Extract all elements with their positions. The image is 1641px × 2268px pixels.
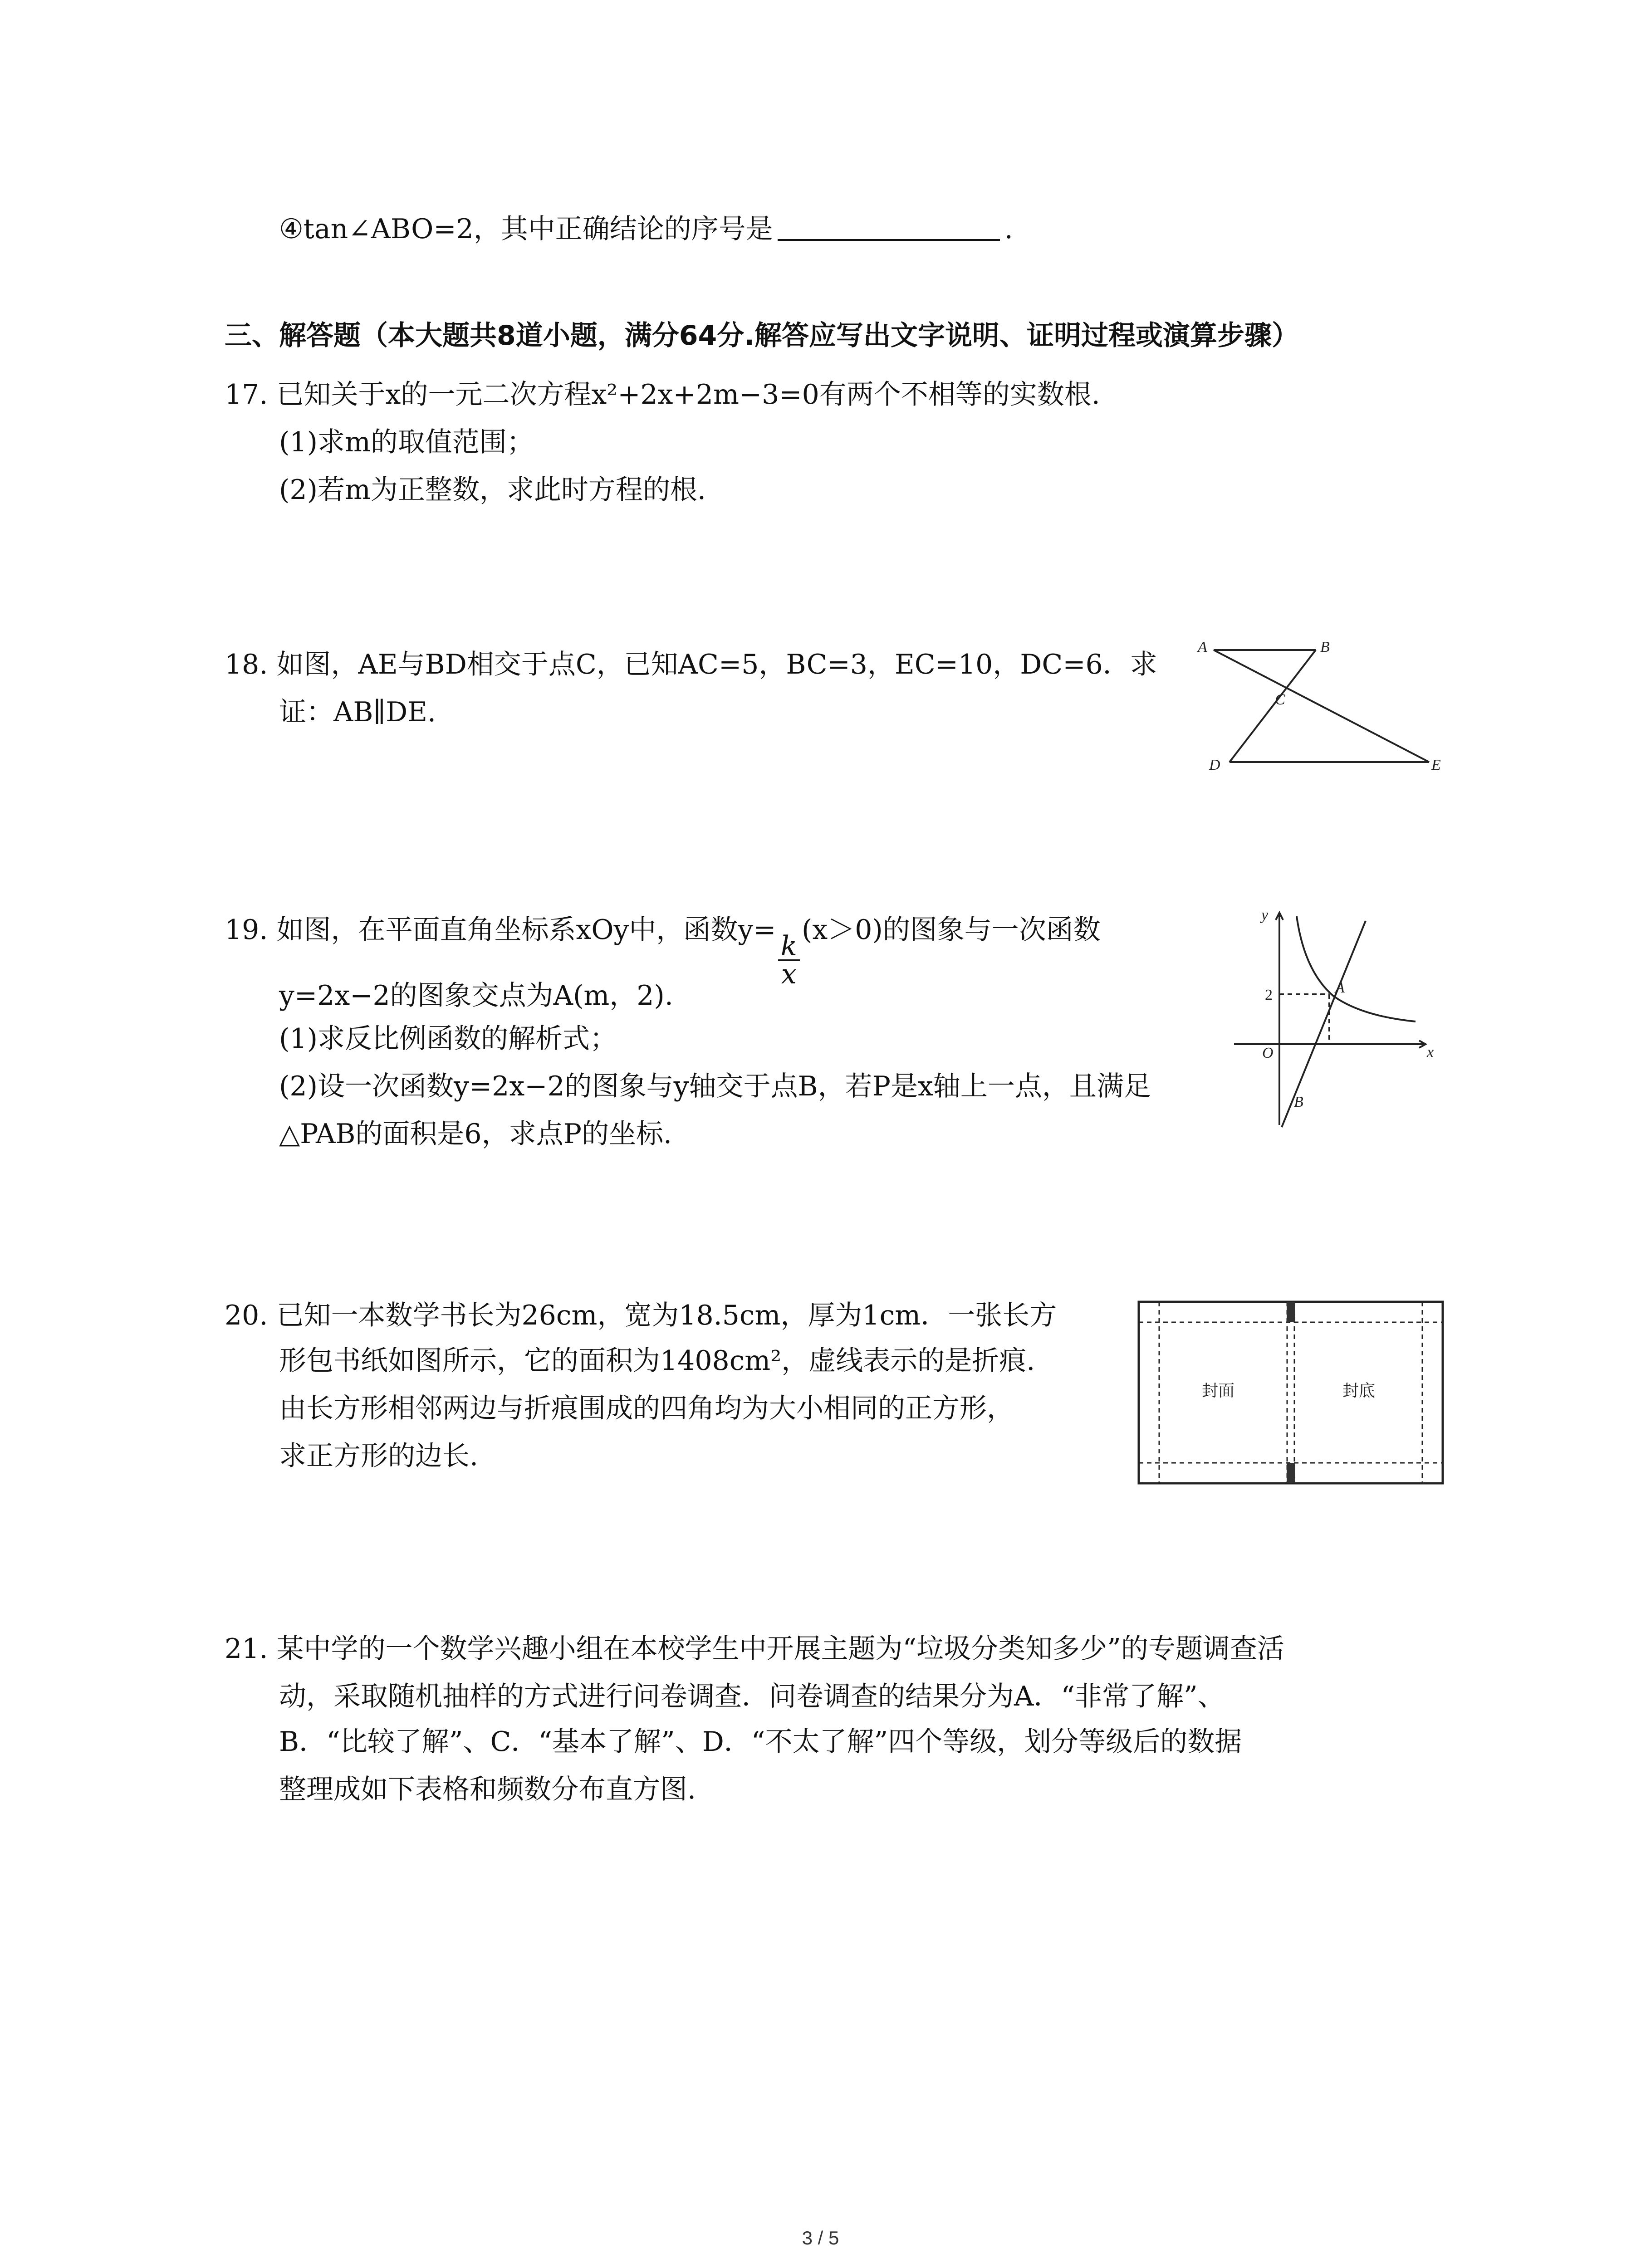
q20-line3: 由长方形相邻两边与折痕围成的四角均为大小相同的正方形， bbox=[279, 1393, 1014, 1424]
fraction-denominator: x bbox=[781, 958, 797, 990]
section-title: 三、解答题（本大题共8道小题，满分64分.解答应写出文字说明、证明过程或演算步骤） bbox=[225, 320, 1299, 352]
label-e: E bbox=[1431, 757, 1441, 773]
label-y: y bbox=[1261, 907, 1269, 924]
label-a: A bbox=[1198, 639, 1207, 655]
segment-ae bbox=[1214, 650, 1429, 762]
page-number: 3 / 5 bbox=[802, 2227, 839, 2248]
label-b: B bbox=[1320, 639, 1330, 655]
wrapping-paper bbox=[1139, 1302, 1443, 1483]
label-2: 2 bbox=[1265, 987, 1273, 1003]
hyperbola-curve bbox=[1297, 916, 1416, 1022]
q19-line2: y=2x−2的图象交点为A(m，2). bbox=[279, 980, 673, 1012]
q20-line2: 形包书纸如图所示，它的面积为1408cm²，虚线表示的是折痕. bbox=[279, 1345, 1035, 1377]
label-back-cover: 封底 bbox=[1342, 1382, 1376, 1400]
q21-line2: 动，采取随机抽样的方式进行问卷调查．问卷调查的结果分为A．“非常了解”、 bbox=[279, 1681, 1225, 1712]
q19-line3: (1)求反比例函数的解析式； bbox=[279, 1023, 617, 1055]
q17-line2: (1)求m的取值范围； bbox=[279, 426, 534, 458]
q20-figure bbox=[1134, 1297, 1452, 1488]
q16-end: . bbox=[1004, 213, 1013, 245]
label-c: C bbox=[1275, 691, 1285, 708]
q21-line3: B．“比较了解”、C．“基本了解”、D．“不太了解”四个等级，划分等级后的数据 bbox=[279, 1726, 1242, 1758]
label-x: x bbox=[1427, 1044, 1434, 1061]
spine-notch-bottom bbox=[1287, 1463, 1295, 1483]
q20-line1: 20. 已知一本数学书长为26cm，宽为18.5cm，厚为1cm．一张长方 bbox=[225, 1300, 1057, 1331]
label-d: D bbox=[1209, 757, 1220, 773]
q17-line1: 17. 已知关于x的一元二次方程x²+2x+2m−3=0有两个不相等的实数根. bbox=[225, 379, 1100, 411]
q17-line3: (2)若m为正整数，求此时方程的根. bbox=[279, 474, 706, 506]
q19-line1 bbox=[225, 912, 1101, 990]
label-a: A bbox=[1335, 979, 1345, 996]
q18-figure bbox=[1193, 637, 1447, 778]
q21-line1: 21. 某中学的一个数学兴趣小组在本校学生中开展主题为“垃圾分类知多少”的专题调查活 bbox=[225, 1633, 1284, 1665]
fraction bbox=[778, 930, 800, 990]
label-front-cover: 封面 bbox=[1201, 1382, 1235, 1400]
q19-text-b: (x＞0)的图象与一次函数 bbox=[801, 914, 1101, 946]
fraction-numerator: k bbox=[778, 933, 800, 961]
segment-bd bbox=[1230, 650, 1316, 762]
spine-notch-top bbox=[1287, 1302, 1295, 1322]
q21-line4: 整理成如下表格和频数分布直方图. bbox=[279, 1774, 696, 1805]
label-b: B bbox=[1294, 1094, 1303, 1110]
label-o: O bbox=[1262, 1045, 1274, 1061]
q18-line1: 18. 如图，AE与BD相交于点C，已知AC=5，BC=3，EC=10，DC=6．求 bbox=[225, 649, 1157, 680]
q18-line2: 证：AB∥DE. bbox=[279, 696, 436, 728]
q20-line4: 求正方形的边长. bbox=[279, 1440, 479, 1472]
q19-figure bbox=[1225, 903, 1443, 1129]
q16-text: ④tan∠ABO=2，其中正确结论的序号是 bbox=[279, 213, 773, 245]
answer-blank bbox=[778, 214, 1000, 241]
q16-tail bbox=[279, 211, 1013, 247]
q19-line4: (2)设一次函数y=2x−2的图象与y轴交于点B，若P是x轴上一点，且满足 bbox=[279, 1070, 1151, 1102]
q19-text-a: 19. 如图，在平面直角坐标系xOy中，函数y= bbox=[225, 914, 776, 946]
q19-line5: △PAB的面积是6，求点P的坐标. bbox=[279, 1118, 672, 1150]
